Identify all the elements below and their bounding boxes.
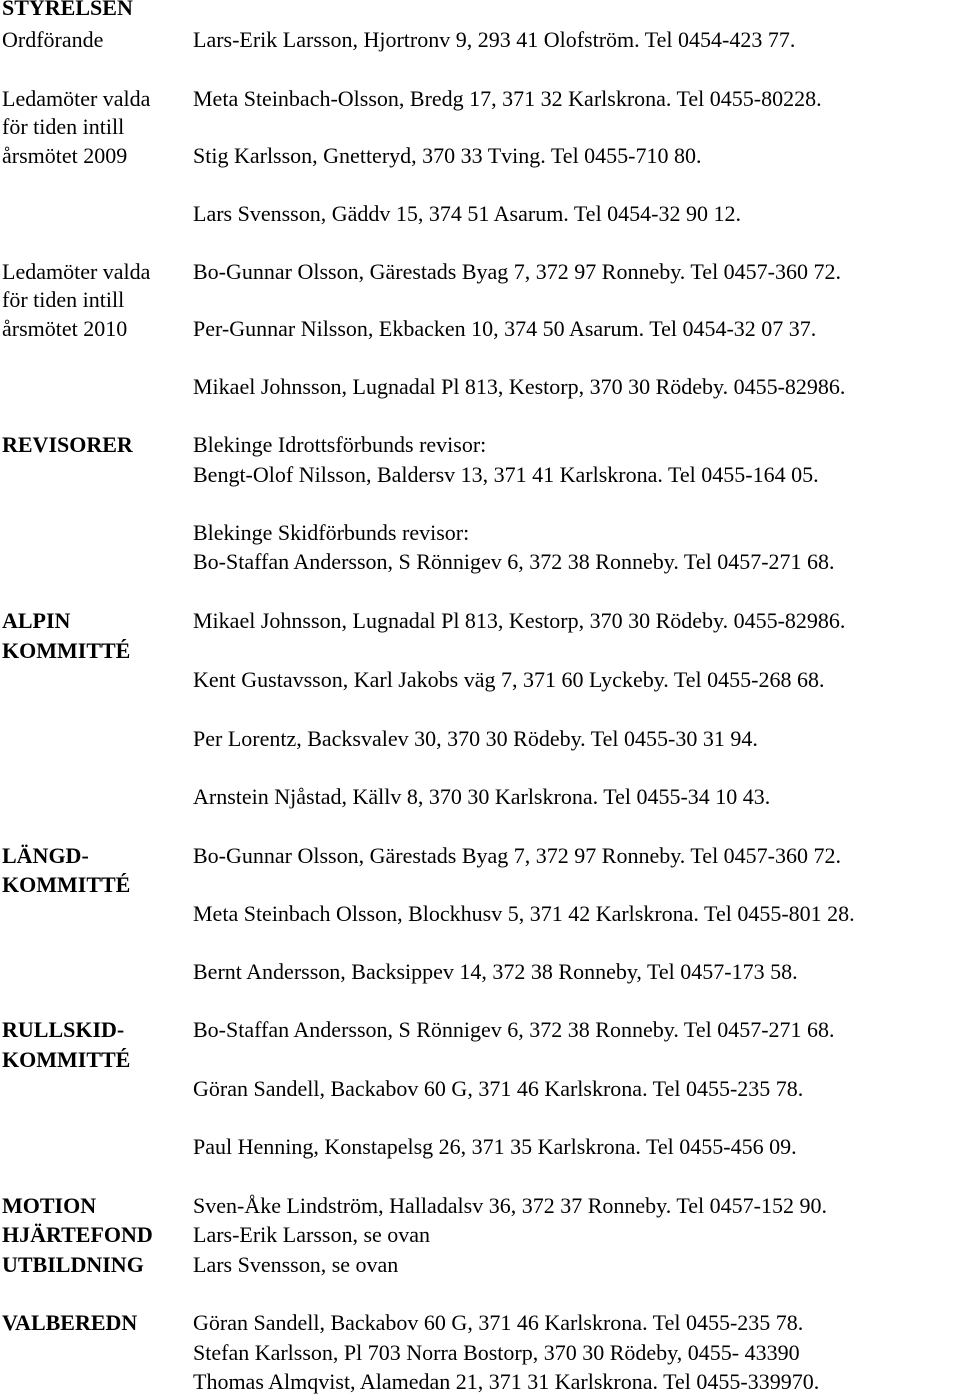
revisor-line: Blekinge Skidförbunds revisor: [193, 520, 470, 545]
hjartefond-label: HJÄRTEFOND [2, 1222, 153, 1247]
langd-member: Bo-Gunnar Olsson, Gärestads Byag 7, 372 97 Ronneby. Tel 0457-360 72. [193, 843, 842, 868]
valberedn-member: Stefan Karlsson, Pl 703 Norra Bostorp, 370 30 Rödeby, 0455- 43390 [193, 1340, 800, 1365]
revisorer-label: REVISORER [2, 432, 133, 457]
alpin-label-line: ALPIN [2, 608, 71, 633]
ledamot-entry: Bo-Gunnar Olsson, Gärestads Byag 7, 372 97 Ronneby. Tel 0457-360 72. [193, 259, 842, 284]
langd-member: Bernt Andersson, Backsippev 14, 372 38 Ronneby, Tel 0457-173 58. [193, 959, 798, 984]
ledamot-entry: Stig Karlsson, Gnetteryd, 370 33 Tving. Tel 0455-710 80. [193, 143, 702, 168]
ledamot-entry: Per-Gunnar Nilsson, Ekbacken 10, 374 50 Asarum. Tel 0454-32 07 37. [193, 316, 817, 341]
langd-member: Meta Steinbach Olsson, Blockhusv 5, 371 42 Karlskrona. Tel 0455-801 28. [193, 901, 855, 926]
langd-label-line: KOMMITTÉ [2, 872, 131, 897]
ledamot-entry: Meta Steinbach-Olsson, Bredg 17, 371 32 Karlskrona. Tel 0455-80228. [193, 86, 822, 111]
ordforande-label: Ordförande [2, 27, 104, 52]
ledamot-entry: Mikael Johnsson, Lugnadal Pl 813, Kestorp, 370 30 Rödeby. 0455-82986. [193, 374, 846, 399]
revisor-line: Blekinge Idrottsförbunds revisor: [193, 432, 487, 457]
ledamoter-2009-label-line: årsmötet 2009 [2, 143, 128, 168]
ordforande-value: Lars-Erik Larsson, Hjortronv 9, 293 41 Olofström. Tel 0454-423 77. [193, 27, 796, 52]
alpin-member: Arnstein Njåstad, Källv 8, 370 30 Karlskrona. Tel 0455-34 10 43. [193, 784, 771, 809]
ledamoter-2010-label-line: för tiden intill [2, 287, 125, 312]
motion-value: Sven-Åke Lindström, Halladalsv 36, 372 37 Ronneby. Tel 0457-152 90. [193, 1193, 827, 1218]
alpin-member: Mikael Johnsson, Lugnadal Pl 813, Kestorp, 370 30 Rödeby. 0455-82986. [193, 608, 846, 633]
utbildning-label: UTBILDNING [2, 1252, 144, 1277]
valberedn-label: VALBEREDN [2, 1310, 138, 1335]
rullskid-label-line: KOMMITTÉ [2, 1047, 131, 1072]
hjartefond-value: Lars-Erik Larsson, se ovan [193, 1222, 431, 1247]
utbildning-value: Lars Svensson, se ovan [193, 1252, 399, 1277]
rullskid-member: Göran Sandell, Backabov 60 G, 371 46 Karlskrona. Tel 0455-235 78. [193, 1076, 804, 1101]
valberedn-member: Thomas Almqvist, Alamedan 21, 371 31 Karlskrona. Tel 0455-339970. [193, 1369, 820, 1394]
ledamoter-2010-label-line: Ledamöter valda [2, 259, 151, 284]
langd-label-line: LÄNGD- [2, 843, 89, 868]
valberedn-member: Göran Sandell, Backabov 60 G, 371 46 Karlskrona. Tel 0455-235 78. [193, 1310, 804, 1335]
alpin-member: Kent Gustavsson, Karl Jakobs väg 7, 371 60 Lyckeby. Tel 0455-268 68. [193, 667, 825, 692]
rullskid-label-line: RULLSKID- [2, 1017, 125, 1042]
revisor-line: Bo-Staffan Andersson, S Rönnigev 6, 372 38 Ronneby. Tel 0457-271 68. [193, 549, 835, 574]
alpin-label-line: KOMMITTÉ [2, 638, 131, 663]
ledamoter-2009-label-line: Ledamöter valda [2, 86, 151, 111]
revisor-line: Bengt-Olof Nilsson, Baldersv 13, 371 41 Karlskrona. Tel 0455-164 05. [193, 462, 819, 487]
ledamoter-2010-label-line: årsmötet 2010 [2, 316, 128, 341]
ledamot-entry: Lars Svensson, Gäddv 15, 374 51 Asarum. Tel 0454-32 90 12. [193, 201, 742, 226]
motion-label: MOTION [2, 1193, 97, 1218]
ledamoter-2009-label-line: för tiden intill [2, 114, 125, 139]
rullskid-member: Bo-Staffan Andersson, S Rönnigev 6, 372 38 Ronneby. Tel 0457-271 68. [193, 1017, 835, 1042]
alpin-member: Per Lorentz, Backsvalev 30, 370 30 Rödeby. Tel 0455-30 31 94. [193, 726, 758, 751]
rullskid-member: Paul Henning, Konstapelsg 26, 371 35 Karlskrona. Tel 0455-456 09. [193, 1134, 797, 1159]
page-heading: STYRELSEN [2, 0, 133, 20]
